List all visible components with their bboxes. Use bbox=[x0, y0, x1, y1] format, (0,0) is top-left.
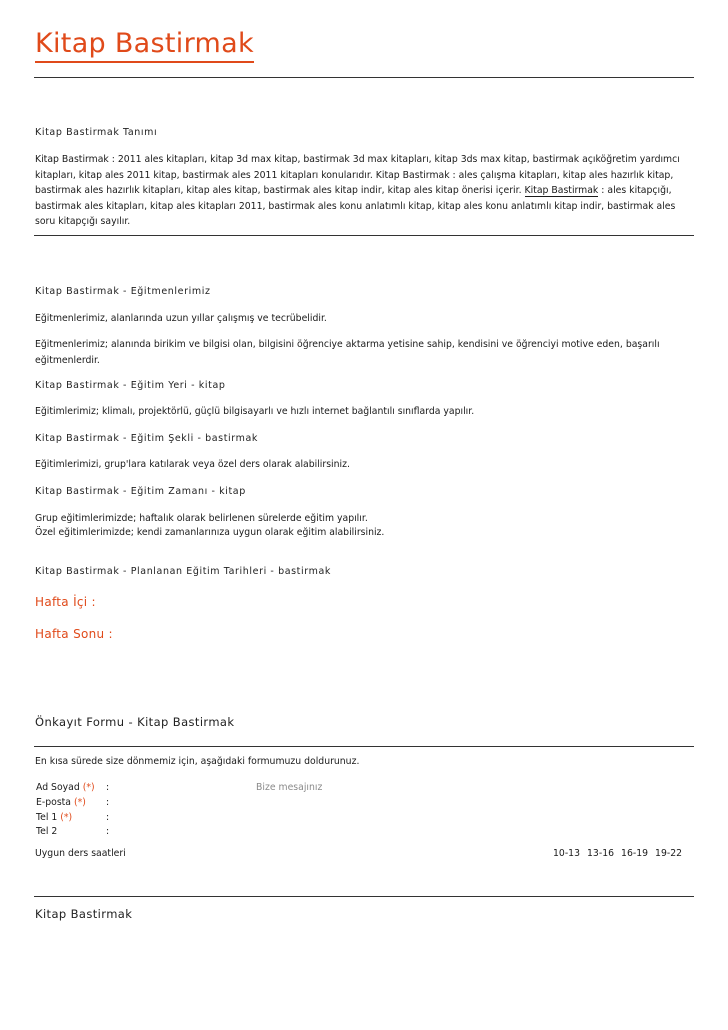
section-heading-yer: Kitap Bastirmak - Eğitim Yeri - kitap bbox=[35, 380, 226, 391]
egitmen-paragraph-1: Eğitmenlerimiz, alanlarında uzun yıllar çalışmış ve tecrübelidir. bbox=[35, 313, 327, 324]
divider bbox=[34, 896, 694, 897]
ad-soyad-label: Ad Soyad (*) bbox=[36, 782, 95, 793]
form-intro: En kısa sürede size dönmemiz için, aşağıdaki formumuzu doldurunuz. bbox=[35, 756, 360, 767]
form-row-ad-soyad[interactable] bbox=[36, 782, 236, 796]
tanim-text-2: : ales kitapçığı, bastirmak ales kitapları, kitap ales kitapları 2011, bastirmak ales konu anlatımlı kitap, kitap ales konu anlatımlı kitap indir, bastirmak ales soru kitapçığı sayılır. bbox=[35, 185, 676, 228]
zaman-paragraph-2: Özel eğitimlerimizde; kendi zamanlarınıza uygun olarak eğitim alabilirsiniz. bbox=[35, 527, 385, 538]
required-mark: (*) bbox=[82, 782, 95, 793]
yer-paragraph: Eğitimlerimiz; klimalı, projektörlü, güçlü bilgisayarlı ve hızlı internet bağlantılı sınıflarda yapılır. bbox=[35, 406, 475, 417]
tanim-paragraph bbox=[35, 152, 697, 230]
tanim-text-1: Kitap Bastirmak : 2011 ales kitapları, kitap 3d max kitap, bastirmak 3d max kitapları, kitap 3ds max kitap, bastirmak açıköğretim yardımcı kitapları, kitap ales 2011 kitap, bastirmak ales 2011 kitapları konularıdır. Kitap Bastirmak : ales çalışma kitapları, kitap ales hazırlık kitap, bastirmak ales hazırlık kitapları, kitap ales kitap, bastirmak ales kitap indir, kitap ales kitap önerisi içerir. bbox=[35, 154, 680, 197]
tel2-label: Tel 2 bbox=[36, 826, 58, 837]
section-heading-sekil: Kitap Bastirmak - Eğitim Şekli - bastirmak bbox=[35, 433, 259, 444]
tel1-label: Tel 1 (*) bbox=[36, 812, 73, 823]
zaman-paragraph-1: Grup eğitimlerimizde; haftalık olarak belirlenen sürelerde eğitim yapılır. bbox=[35, 513, 368, 524]
section-heading-egitmen: Kitap Bastirmak - Eğitmenlerimiz bbox=[35, 286, 211, 297]
hour-option[interactable]: 19-22 bbox=[655, 848, 683, 859]
hour-option[interactable]: 10-13 bbox=[553, 848, 581, 859]
hours-options bbox=[546, 846, 696, 862]
colon: : bbox=[106, 782, 110, 793]
required-mark: (*) bbox=[73, 797, 86, 808]
egitmen-paragraph-2: Eğitmenlerimiz; alanında birikim ve bilgisi olan, bilgisini öğrenciye aktarma yetisine sahip, kendisini ve öğrenciyi motive eden, başarılı eğitmenlerdir. bbox=[35, 339, 660, 366]
section-heading-tanim: Kitap Bastirmak Tanımı bbox=[35, 127, 158, 138]
divider bbox=[34, 77, 694, 78]
required-mark: (*) bbox=[60, 812, 73, 823]
sekil-paragraph: Eğitimlerimizi, grup'lara katılarak veya özel ders olarak alabilirsiniz. bbox=[35, 459, 350, 470]
message-textarea[interactable]: Bize mesajınız bbox=[256, 782, 323, 793]
colon: : bbox=[106, 812, 110, 823]
hours-label: Uygun ders saatleri bbox=[35, 848, 126, 859]
hafta-ici-label: Hafta İçi : bbox=[35, 595, 96, 609]
form-heading: Önkayıt Formu - Kitap Bastirmak bbox=[35, 715, 235, 729]
eposta-label: E-posta (*) bbox=[36, 797, 86, 808]
hour-option[interactable]: 16-19 bbox=[621, 848, 649, 859]
form-row-eposta[interactable] bbox=[36, 797, 236, 811]
hafta-sonu-label: Hafta Sonu : bbox=[35, 627, 113, 641]
hour-option[interactable]: 13-16 bbox=[587, 848, 615, 859]
section-heading-zaman: Kitap Bastirmak - Eğitim Zamanı - kitap bbox=[35, 486, 246, 497]
colon: : bbox=[106, 797, 110, 808]
divider bbox=[34, 235, 694, 236]
section-heading-tarih: Kitap Bastirmak - Planlanan Eğitim Tarihleri - bastirmak bbox=[35, 566, 331, 577]
kitap-bastirmak-link[interactable]: Kitap Bastirmak bbox=[524, 185, 599, 197]
divider bbox=[34, 746, 694, 747]
footer-heading: Kitap Bastirmak bbox=[35, 907, 133, 921]
form-row-tel1[interactable] bbox=[36, 812, 236, 826]
page-title: Kitap Bastirmak bbox=[35, 28, 254, 63]
form-row-tel2[interactable] bbox=[36, 826, 236, 840]
colon: : bbox=[106, 826, 110, 837]
